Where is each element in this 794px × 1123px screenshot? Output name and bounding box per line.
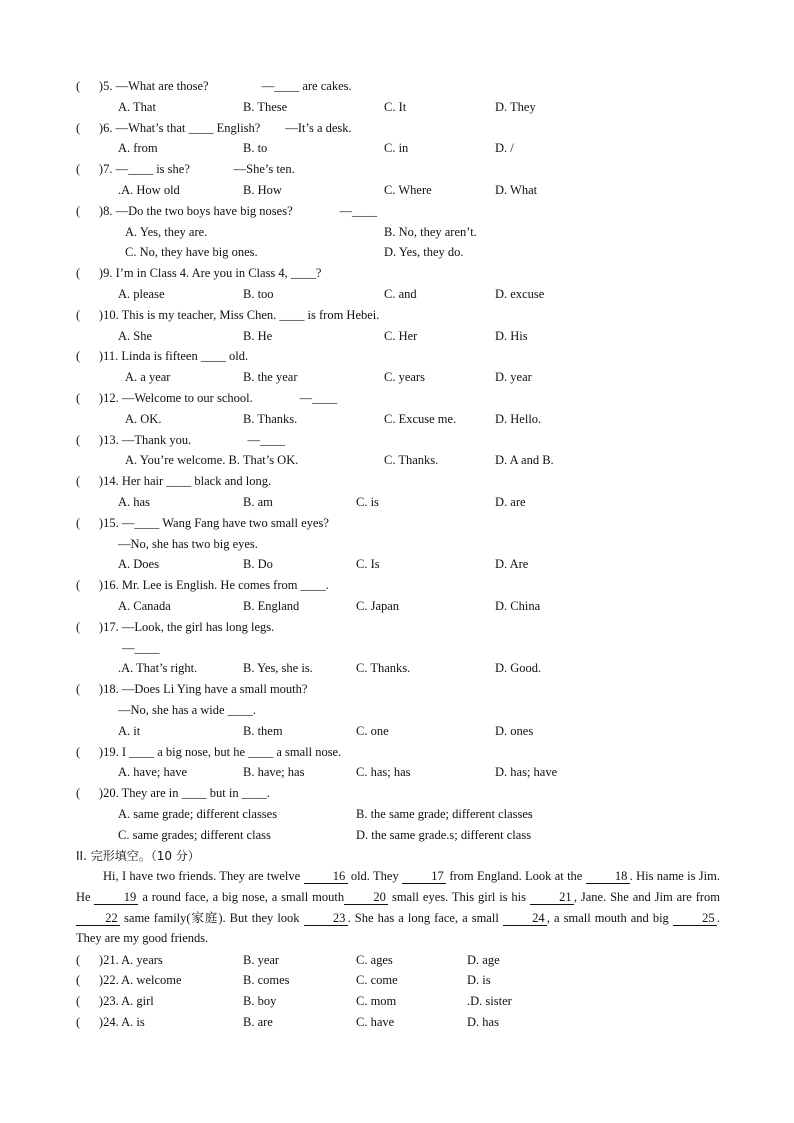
option-b: B. comes [243, 973, 290, 987]
option-a: A. please [118, 287, 165, 301]
option-d: D. China [495, 599, 541, 613]
option-b: B. too [243, 287, 274, 301]
option-c: C. one [356, 724, 389, 738]
blank-21: 21 [530, 891, 574, 905]
option-c: C. Thanks. [384, 453, 439, 467]
blank-18: 18 [586, 870, 630, 884]
option-b: B. am [243, 495, 273, 509]
option-b: B. boy [243, 994, 277, 1008]
question-12: ( )12. —Welcome to our school. —____ [76, 391, 338, 405]
passage-text: . She has a long face, a small [347, 910, 503, 925]
option-a: .A. How old [118, 183, 180, 197]
option-b: B. Do [243, 557, 273, 571]
blank-22: 22 [76, 912, 120, 926]
question-11: ( )11. Linda is fifteen ____ old. [76, 349, 249, 363]
option-d: .D. sister [467, 994, 512, 1008]
option-d: D. is [467, 973, 491, 987]
section-title: II. 完形填空。（10 分） [76, 849, 200, 863]
passage-text: , Jane. She and Jim are from [573, 889, 720, 904]
option-d: D. / [495, 141, 514, 155]
option-d: D. Are [495, 557, 529, 571]
option-c: C. has; has [356, 765, 411, 779]
question-20: ( )20. They are in ____ but in ____. [76, 786, 270, 800]
question-17: ( )17. —Look, the girl has long legs. [76, 620, 275, 634]
blank-20: 20 [344, 891, 388, 905]
option-d: D. has; have [495, 765, 558, 779]
passage-text: a round face, a big nose, a small mouth [138, 889, 345, 904]
option-d: D. Good. [495, 661, 542, 675]
question-17-response: —____ [122, 641, 160, 655]
option-c: C. Japan [356, 599, 400, 613]
blank-16: 16 [304, 870, 348, 884]
option-a: A. it [118, 724, 141, 738]
option-c: C. No, they have big ones. [125, 245, 258, 259]
option-a: .A. That’s right. [118, 661, 198, 675]
blank-24: 24 [503, 912, 547, 926]
question-15: ( )15. —____ Wang Fang have two small eyes? [76, 516, 329, 530]
option-d: D. excuse [495, 287, 545, 301]
option-d: D. Yes, they do. [384, 245, 464, 259]
option-c: C. mom [356, 994, 397, 1008]
blank-17: 17 [402, 870, 446, 884]
passage-text: same family(家庭). But they look [120, 910, 304, 925]
option-a: A. Canada [118, 599, 171, 613]
option-c: C. years [384, 370, 425, 384]
option-c: C. Excuse me. [384, 412, 457, 426]
option-c: C. come [356, 973, 398, 987]
question-16: ( )16. Mr. Lee is English. He comes from ____. [76, 578, 329, 592]
option-c: C. and [384, 287, 417, 301]
option-b: B. year [243, 953, 280, 967]
option-a: A. That [118, 100, 156, 114]
option-a: A. OK. [125, 412, 162, 426]
question-18-response: —No, she has a wide ____. [118, 703, 256, 717]
passage-text: Hi, I have two friends. They are twelve [103, 869, 304, 883]
question-19: ( )19. I ____ a big nose, but he ____ a small nose. [76, 745, 342, 759]
option-b: B. How [243, 183, 282, 197]
option-d: D. A and B. [495, 453, 554, 467]
option-d: D. What [495, 183, 538, 197]
question-15-response: —No, she has two big eyes. [118, 537, 258, 551]
option-d: D. They [495, 100, 536, 114]
question-10: ( )10. This is my teacher, Miss Chen. ____ is from Hebei. [76, 308, 380, 322]
passage-text: , a small mouth and big [546, 910, 673, 925]
option-b: B. have; has [243, 765, 305, 779]
passage-text: small eyes. This girl is his [388, 889, 530, 904]
question-18: ( )18. —Does Li Ying have a small mouth? [76, 682, 308, 696]
option-c: C. Is [356, 557, 380, 571]
option-a: A. from [118, 141, 158, 155]
question-7: ( )7. —____ is she? —She’s ten. [76, 162, 295, 176]
option-c: C. is [356, 495, 379, 509]
passage-text: . They are my good friends. [76, 910, 720, 946]
option-d: D. His [495, 329, 528, 343]
option-c: C. ages [356, 953, 393, 967]
option-a: A. She [118, 329, 153, 343]
option-a: A. Does [118, 557, 159, 571]
passage-text: . His name is Jim. He [76, 869, 720, 904]
option-b: B. England [243, 599, 300, 613]
cloze-passage [76, 866, 720, 949]
option-c: C. same grades; different class [118, 828, 271, 842]
cloze-question-23: ( )23. A. girl [76, 994, 154, 1008]
option-b: B. them [243, 724, 283, 738]
cloze-question-21: ( )21. A. years [76, 953, 163, 967]
question-9: ( )9. I’m in Class 4. Are you in Class 4, ____? [76, 266, 322, 280]
blank-25: 25 [673, 912, 717, 926]
question-14: ( )14. Her hair ____ black and long. [76, 474, 272, 488]
option-a: A. has [118, 495, 150, 509]
option-c: C. have [356, 1015, 395, 1029]
cloze-question-22: ( )22. A. welcome [76, 973, 182, 987]
option-c: C. Where [384, 183, 432, 197]
option-a: A. have; have [118, 765, 188, 779]
option-a: A. a year [125, 370, 171, 384]
option-b: B. the year [243, 370, 298, 384]
option-b: B. are [243, 1015, 273, 1029]
option-c: C. Her [384, 329, 418, 343]
passage-text: from England. Look at the [446, 869, 586, 883]
cloze-question-24: ( )24. A. is [76, 1015, 145, 1029]
question-13: ( )13. —Thank you. —____ [76, 433, 286, 447]
option-b: B. No, they aren’t. [384, 225, 477, 239]
option-d: D. Hello. [495, 412, 542, 426]
option-ab: A. You’re welcome. B. That’s OK. [125, 453, 299, 467]
blank-19: 19 [94, 891, 138, 905]
option-b: B. These [243, 100, 288, 114]
option-c: C. in [384, 141, 409, 155]
option-d: D. ones [495, 724, 534, 738]
option-d: D. has [467, 1015, 499, 1029]
option-d: D. age [467, 953, 500, 967]
option-b: B. Thanks. [243, 412, 298, 426]
blank-23: 23 [304, 912, 348, 926]
question-5: ( )5. —What are those? —____ are cakes. [76, 79, 352, 93]
option-d: D. year [495, 370, 532, 384]
option-a: A. same grade; different classes [118, 807, 278, 821]
option-c: C. Thanks. [356, 661, 411, 675]
option-a: A. Yes, they are. [125, 225, 208, 239]
option-d: D. are [495, 495, 526, 509]
option-d: D. the same grade.s; different class [356, 828, 532, 842]
option-c: C. It [384, 100, 407, 114]
option-b: B. He [243, 329, 273, 343]
question-6: ( )6. —What’s that ____ English? —It’s a desk. [76, 121, 352, 135]
option-b: B. to [243, 141, 268, 155]
question-8: ( )8. —Do the two boys have big noses? —____ [76, 204, 378, 218]
passage-text: old. They [347, 869, 403, 883]
option-b: B. the same grade; different classes [356, 807, 533, 821]
option-b: B. Yes, she is. [243, 661, 313, 675]
